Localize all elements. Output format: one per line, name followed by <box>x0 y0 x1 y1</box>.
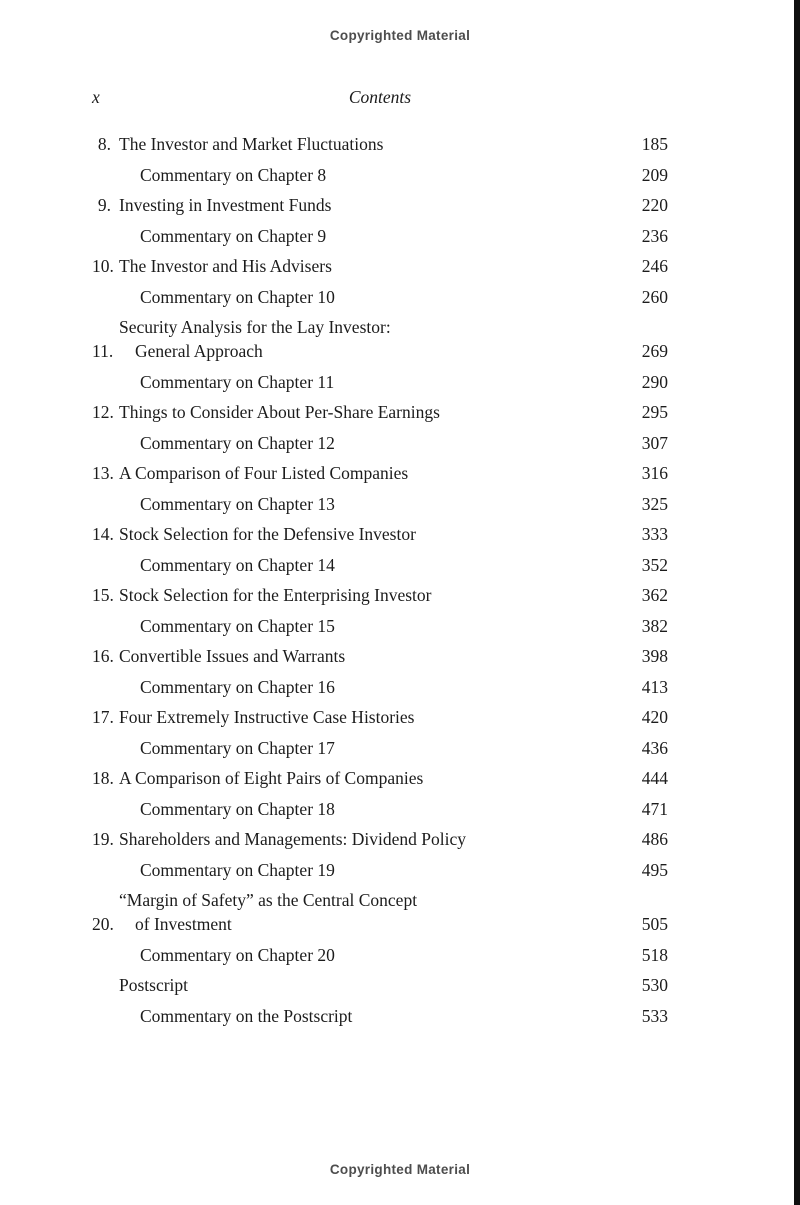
entry-title: Shareholders and Managements: Dividend Policy <box>119 829 467 849</box>
entry-title: Stock Selection for the Enterprising Investor <box>119 585 432 605</box>
toc-commentary-entry <box>92 736 668 760</box>
entry-title: Commentary on the Postscript <box>140 1005 353 1026</box>
toc-commentary-entry <box>92 614 668 638</box>
entry-page-number: 362 <box>641 585 668 605</box>
contents-heading: Contents <box>348 87 412 107</box>
toc-chapter-entry <box>92 400 668 424</box>
toc-chapter-entry <box>92 254 668 278</box>
entry-title: Commentary on Chapter 15 <box>140 615 335 636</box>
toc-commentary-entry <box>92 285 668 309</box>
entry-title: Commentary on Chapter 14 <box>140 554 335 575</box>
entry-page-number: 220 <box>641 195 668 215</box>
entry-page-number: 185 <box>641 134 668 154</box>
chapter-number: 16. <box>92 646 114 666</box>
entry-page-number: 325 <box>641 493 668 514</box>
entry-page-number: 505 <box>641 914 668 934</box>
chapter-number: 17. <box>92 707 114 727</box>
book-edge-line <box>794 0 800 1205</box>
toc-commentary-entry <box>92 1004 668 1028</box>
toc-chapter-entry <box>92 888 668 936</box>
entry-title: A Comparison of Eight Pairs of Companies <box>119 768 424 788</box>
entry-page-number: 533 <box>641 1005 668 1026</box>
entry-page-number: 382 <box>641 615 668 636</box>
entry-page-number: 269 <box>641 341 668 361</box>
entry-page-number: 352 <box>641 554 668 575</box>
page-header <box>92 87 668 111</box>
entry-title: Things to Consider About Per-Share Earnings <box>119 402 440 422</box>
entry-title: Commentary on Chapter 19 <box>140 859 335 880</box>
entry-page-number: 236 <box>641 225 668 246</box>
toc-chapter-entry <box>92 644 668 668</box>
chapter-number: 10. <box>92 256 114 276</box>
entry-title: Commentary on Chapter 10 <box>140 286 335 307</box>
toc-commentary-entry <box>92 858 668 882</box>
toc-commentary-entry <box>92 492 668 516</box>
toc-chapter-entry <box>92 827 668 851</box>
entry-title: Commentary on Chapter 12 <box>140 432 335 453</box>
toc-chapter-entry <box>92 766 668 790</box>
entry-page-number: 518 <box>641 944 668 965</box>
entry-title: The Investor and Market Fluctuations <box>119 134 384 154</box>
chapter-number: 19. <box>92 829 114 849</box>
toc-chapter-entry <box>92 705 668 729</box>
copyright-notice-bottom: Copyrighted Material <box>329 1162 471 1177</box>
entry-page-number: 530 <box>641 975 668 995</box>
entry-title: Convertible Issues and Warrants <box>119 646 346 666</box>
chapter-number: 11. <box>92 341 114 361</box>
entry-title: Commentary on Chapter 16 <box>140 676 335 697</box>
entry-title: Commentary on Chapter 8 <box>140 164 327 185</box>
entry-page-number: 260 <box>641 286 668 307</box>
entry-title: Commentary on Chapter 20 <box>140 944 335 965</box>
entry-title: Security Analysis for the Lay Investor: General Approach <box>119 317 391 361</box>
chapter-number: 13. <box>92 463 114 483</box>
entry-page-number: 486 <box>641 829 668 849</box>
chapter-number: 20. <box>92 914 114 934</box>
toc-commentary-entry <box>92 553 668 577</box>
entry-page-number: 333 <box>641 524 668 544</box>
toc-commentary-entry <box>92 370 668 394</box>
toc-chapter-entry <box>92 583 668 607</box>
toc-postscript-entry <box>92 973 668 997</box>
entry-title: Commentary on Chapter 17 <box>140 737 335 758</box>
page-folio: x <box>92 87 100 107</box>
toc-commentary-entry <box>92 797 668 821</box>
entry-title: Commentary on Chapter 11 <box>140 371 335 392</box>
toc-commentary-entry <box>92 675 668 699</box>
entry-page-number: 444 <box>641 768 668 788</box>
entry-title: Commentary on Chapter 9 <box>140 225 327 246</box>
entry-title: Commentary on Chapter 18 <box>140 798 335 819</box>
entry-page-number: 209 <box>641 164 668 185</box>
entry-page-number: 398 <box>641 646 668 666</box>
entry-page-number: 471 <box>641 798 668 819</box>
entry-page-number: 316 <box>641 463 668 483</box>
entry-title: The Investor and His Advisers <box>119 256 332 276</box>
toc-chapter-entry <box>92 522 668 546</box>
toc-chapter-entry <box>92 315 668 363</box>
chapter-number: 9. <box>97 195 111 215</box>
entry-page-number: 307 <box>641 432 668 453</box>
entry-title: Commentary on Chapter 13 <box>140 493 335 514</box>
entry-title: Postscript <box>119 975 189 995</box>
chapter-number: 12. <box>92 402 114 422</box>
chapter-number: 14. <box>92 524 114 544</box>
entry-title: Investing in Investment Funds <box>119 195 332 215</box>
chapter-number: 18. <box>92 768 114 788</box>
entry-title: A Comparison of Four Listed Companies <box>119 463 409 483</box>
entry-page-number: 413 <box>641 676 668 697</box>
toc-chapter-entry <box>92 193 668 217</box>
copyright-notice-top: Copyrighted Material <box>329 28 471 43</box>
chapter-number: 15. <box>92 585 114 605</box>
toc-commentary-entry <box>92 431 668 455</box>
toc-chapter-entry <box>92 461 668 485</box>
entry-page-number: 290 <box>641 371 668 392</box>
toc-commentary-entry <box>92 163 668 187</box>
toc-chapter-entry <box>92 132 668 156</box>
entry-page-number: 295 <box>641 402 668 422</box>
toc-commentary-entry <box>92 224 668 248</box>
entry-page-number: 436 <box>641 737 668 758</box>
toc-commentary-entry <box>92 943 668 967</box>
entry-title: “Margin of Safety” as the Central Concept of Investment <box>119 890 418 934</box>
entry-title: Stock Selection for the Defensive Investor <box>119 524 416 544</box>
chapter-number: 8. <box>97 134 111 154</box>
entry-page-number: 246 <box>641 256 668 276</box>
entry-page-number: 420 <box>641 707 668 727</box>
table-of-contents <box>92 132 668 1034</box>
entry-title: Four Extremely Instructive Case Histories <box>119 707 415 727</box>
entry-page-number: 495 <box>641 859 668 880</box>
